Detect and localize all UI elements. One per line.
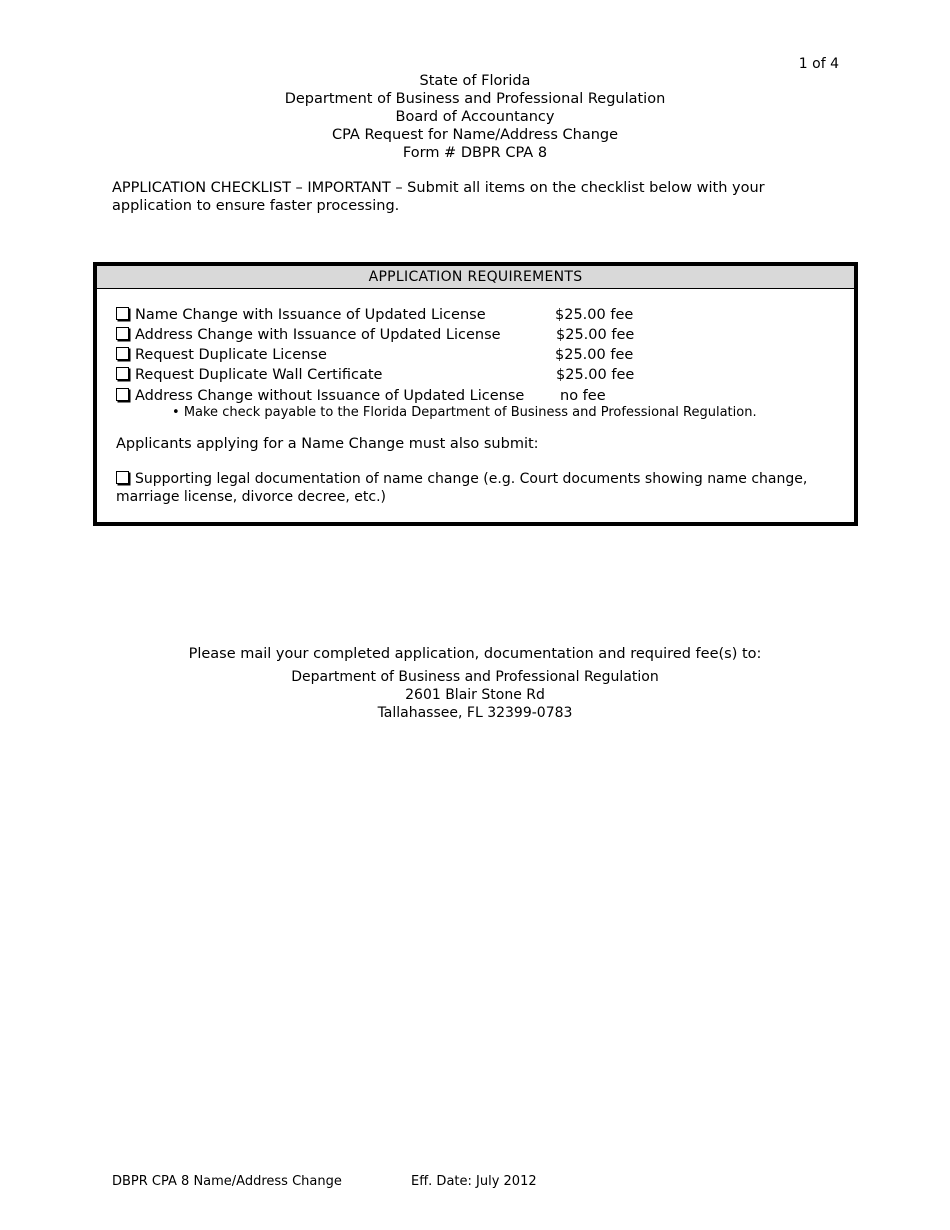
- checkbox-icon[interactable]: [116, 347, 129, 360]
- checkbox-icon[interactable]: [116, 307, 129, 320]
- requirement-label: Name Change with Issuance of Updated License: [135, 307, 486, 323]
- requirement-label: Address Change without Issuance of Updated License: [135, 388, 525, 404]
- requirement-label: Request Duplicate License: [135, 347, 327, 363]
- requirements-box: [93, 262, 858, 526]
- address-line-city: Tallahassee, FL 32399-0783: [377, 705, 573, 721]
- requirement-fee: $25.00 fee: [555, 307, 634, 323]
- mailing-address: [0, 668, 950, 722]
- bullet-icon: •: [172, 405, 180, 420]
- document-header: [0, 72, 950, 162]
- name-change-heading: Applicants applying for a Name Change must also submit:: [116, 436, 539, 452]
- requirement-fee: $25.00 fee: [555, 347, 634, 363]
- requirement-fee: $25.00 fee: [556, 367, 635, 383]
- header-form-number: Form # DBPR CPA 8: [402, 145, 548, 161]
- checklist-intro: APPLICATION CHECKLIST – IMPORTANT – Submit all items on the checklist below with your application to ensure faster processing.: [112, 180, 765, 214]
- requirement-label: Address Change with Issuance of Updated License: [135, 327, 501, 343]
- requirement-item: [116, 305, 486, 325]
- payment-note: [172, 405, 757, 421]
- page-number: 1 of 4: [798, 56, 839, 72]
- payment-note-text: Make check payable to the Florida Department of Business and Professional Regulation.: [183, 405, 757, 420]
- footer-effective-date: Eff. Date: July 2012: [411, 1174, 537, 1189]
- supporting-doc-label: Supporting legal documentation of name change (e.g. Court documents showing name change, marriage license, divorce decree, etc.): [116, 471, 808, 505]
- address-line-department: Department of Business and Professional Regulation: [291, 669, 659, 685]
- header-form-title: CPA Request for Name/Address Change: [331, 127, 619, 143]
- requirement-fee: $25.00 fee: [556, 327, 635, 343]
- requirement-item: [116, 386, 524, 406]
- requirement-item: [116, 365, 382, 385]
- requirements-title: APPLICATION REQUIREMENTS: [97, 266, 854, 289]
- checkbox-icon[interactable]: [116, 388, 129, 401]
- requirement-label: Request Duplicate Wall Certificate: [135, 367, 383, 383]
- requirement-item: [116, 345, 327, 365]
- checkbox-icon[interactable]: [116, 367, 129, 380]
- header-board: Board of Accountancy: [395, 109, 555, 125]
- checkbox-icon[interactable]: [116, 327, 129, 340]
- address-line-street: 2601 Blair Stone Rd: [405, 687, 545, 703]
- header-state: State of Florida: [419, 73, 531, 89]
- supporting-doc-item: [116, 470, 816, 506]
- requirement-fee: no fee: [560, 388, 606, 404]
- header-department: Department of Business and Professional Regulation: [284, 91, 666, 107]
- footer-form-name: DBPR CPA 8 Name/Address Change: [112, 1174, 342, 1189]
- checkbox-icon[interactable]: [116, 471, 129, 484]
- requirement-item: [116, 325, 501, 345]
- mailing-instructions: Please mail your completed application, documentation and required fee(s) to:: [188, 646, 762, 662]
